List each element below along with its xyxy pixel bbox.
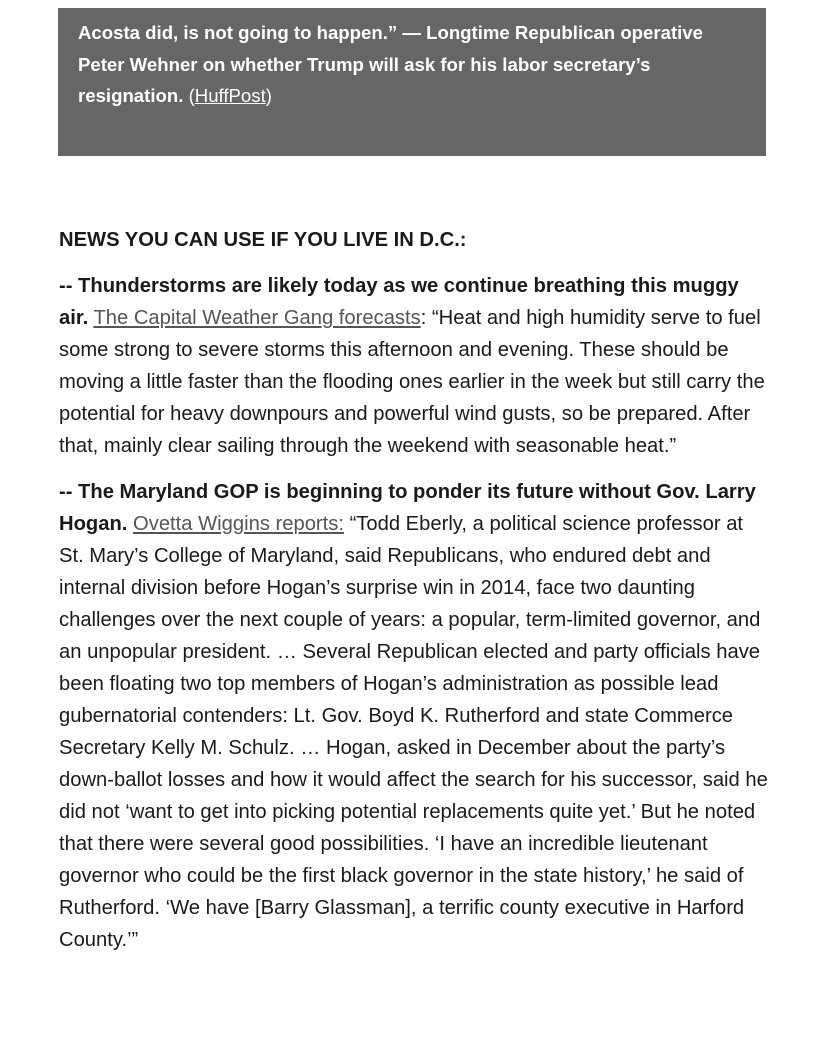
quote-box	[58, 8, 766, 156]
quote-text: Acosta did, is not going to happen.” — Longtime Republican operative Peter Wehner on whether Trump will ask for his labor secretary’s resignation.	[78, 22, 703, 107]
news-item-weather	[59, 270, 771, 462]
article-content	[59, 224, 771, 970]
weather-forecast-link[interactable]: The Capital Weather Gang forecasts	[93, 307, 421, 329]
quote-source-close-paren: )	[265, 85, 272, 107]
quote-source-link[interactable]: HuffPost	[194, 85, 266, 107]
section-heading: NEWS YOU CAN USE IF YOU LIVE IN D.C.:	[59, 229, 467, 251]
news-item-lead: -- The Maryland GOP is beginning to ponder its future without Gov. Larry Hogan.	[59, 481, 756, 535]
news-item-maryland-gop	[59, 476, 771, 956]
news-item-body: : “Heat and high humidity serve to fuel some strong to severe storms this afternoon and evening. These should be moving a little faster than the flooding ones earlier in the week but still carry the potential for heavy downpours and powerful wind gusts, so be prepared. After that, mainly clear sailing through the weekend with seasonable heat.”	[59, 307, 765, 457]
ovetta-wiggins-link[interactable]: Ovetta Wiggins reports:	[133, 513, 344, 535]
news-item-lead: -- Thunderstorms are likely today as we continue breathing this muggy air.	[59, 275, 739, 329]
news-item-body: “Todd Eberly, a political science professor at St. Mary’s College of Maryland, said Republicans, who endured debt and internal division before Hogan’s surprise win in 2014, face two daunting challenges over the next couple of years: a popular, term-limited governor, and an unpopular president. … Several Republican elected and party officials have been floating two top members of Hogan’s administration as possible lead gubernatorial contenders: Lt. Gov. Boyd K. Rutherford and state Commerce Secretary Kelly M. Schulz. … Hogan, asked in December about the party’s down-ballot losses and how it would affect the search for his successor, said he did not ‘want to get into picking potential replacements quite yet.’ But he noted that there were several good possibilities. ‘I have an incredible lieutenant governor who could be the first black governor in the state history,’ he said of Rutherford. ‘We have [Barry Glassman], a terrific county executive in Harford County.’”	[59, 513, 768, 951]
quote-source-open-paren: (	[188, 85, 195, 107]
